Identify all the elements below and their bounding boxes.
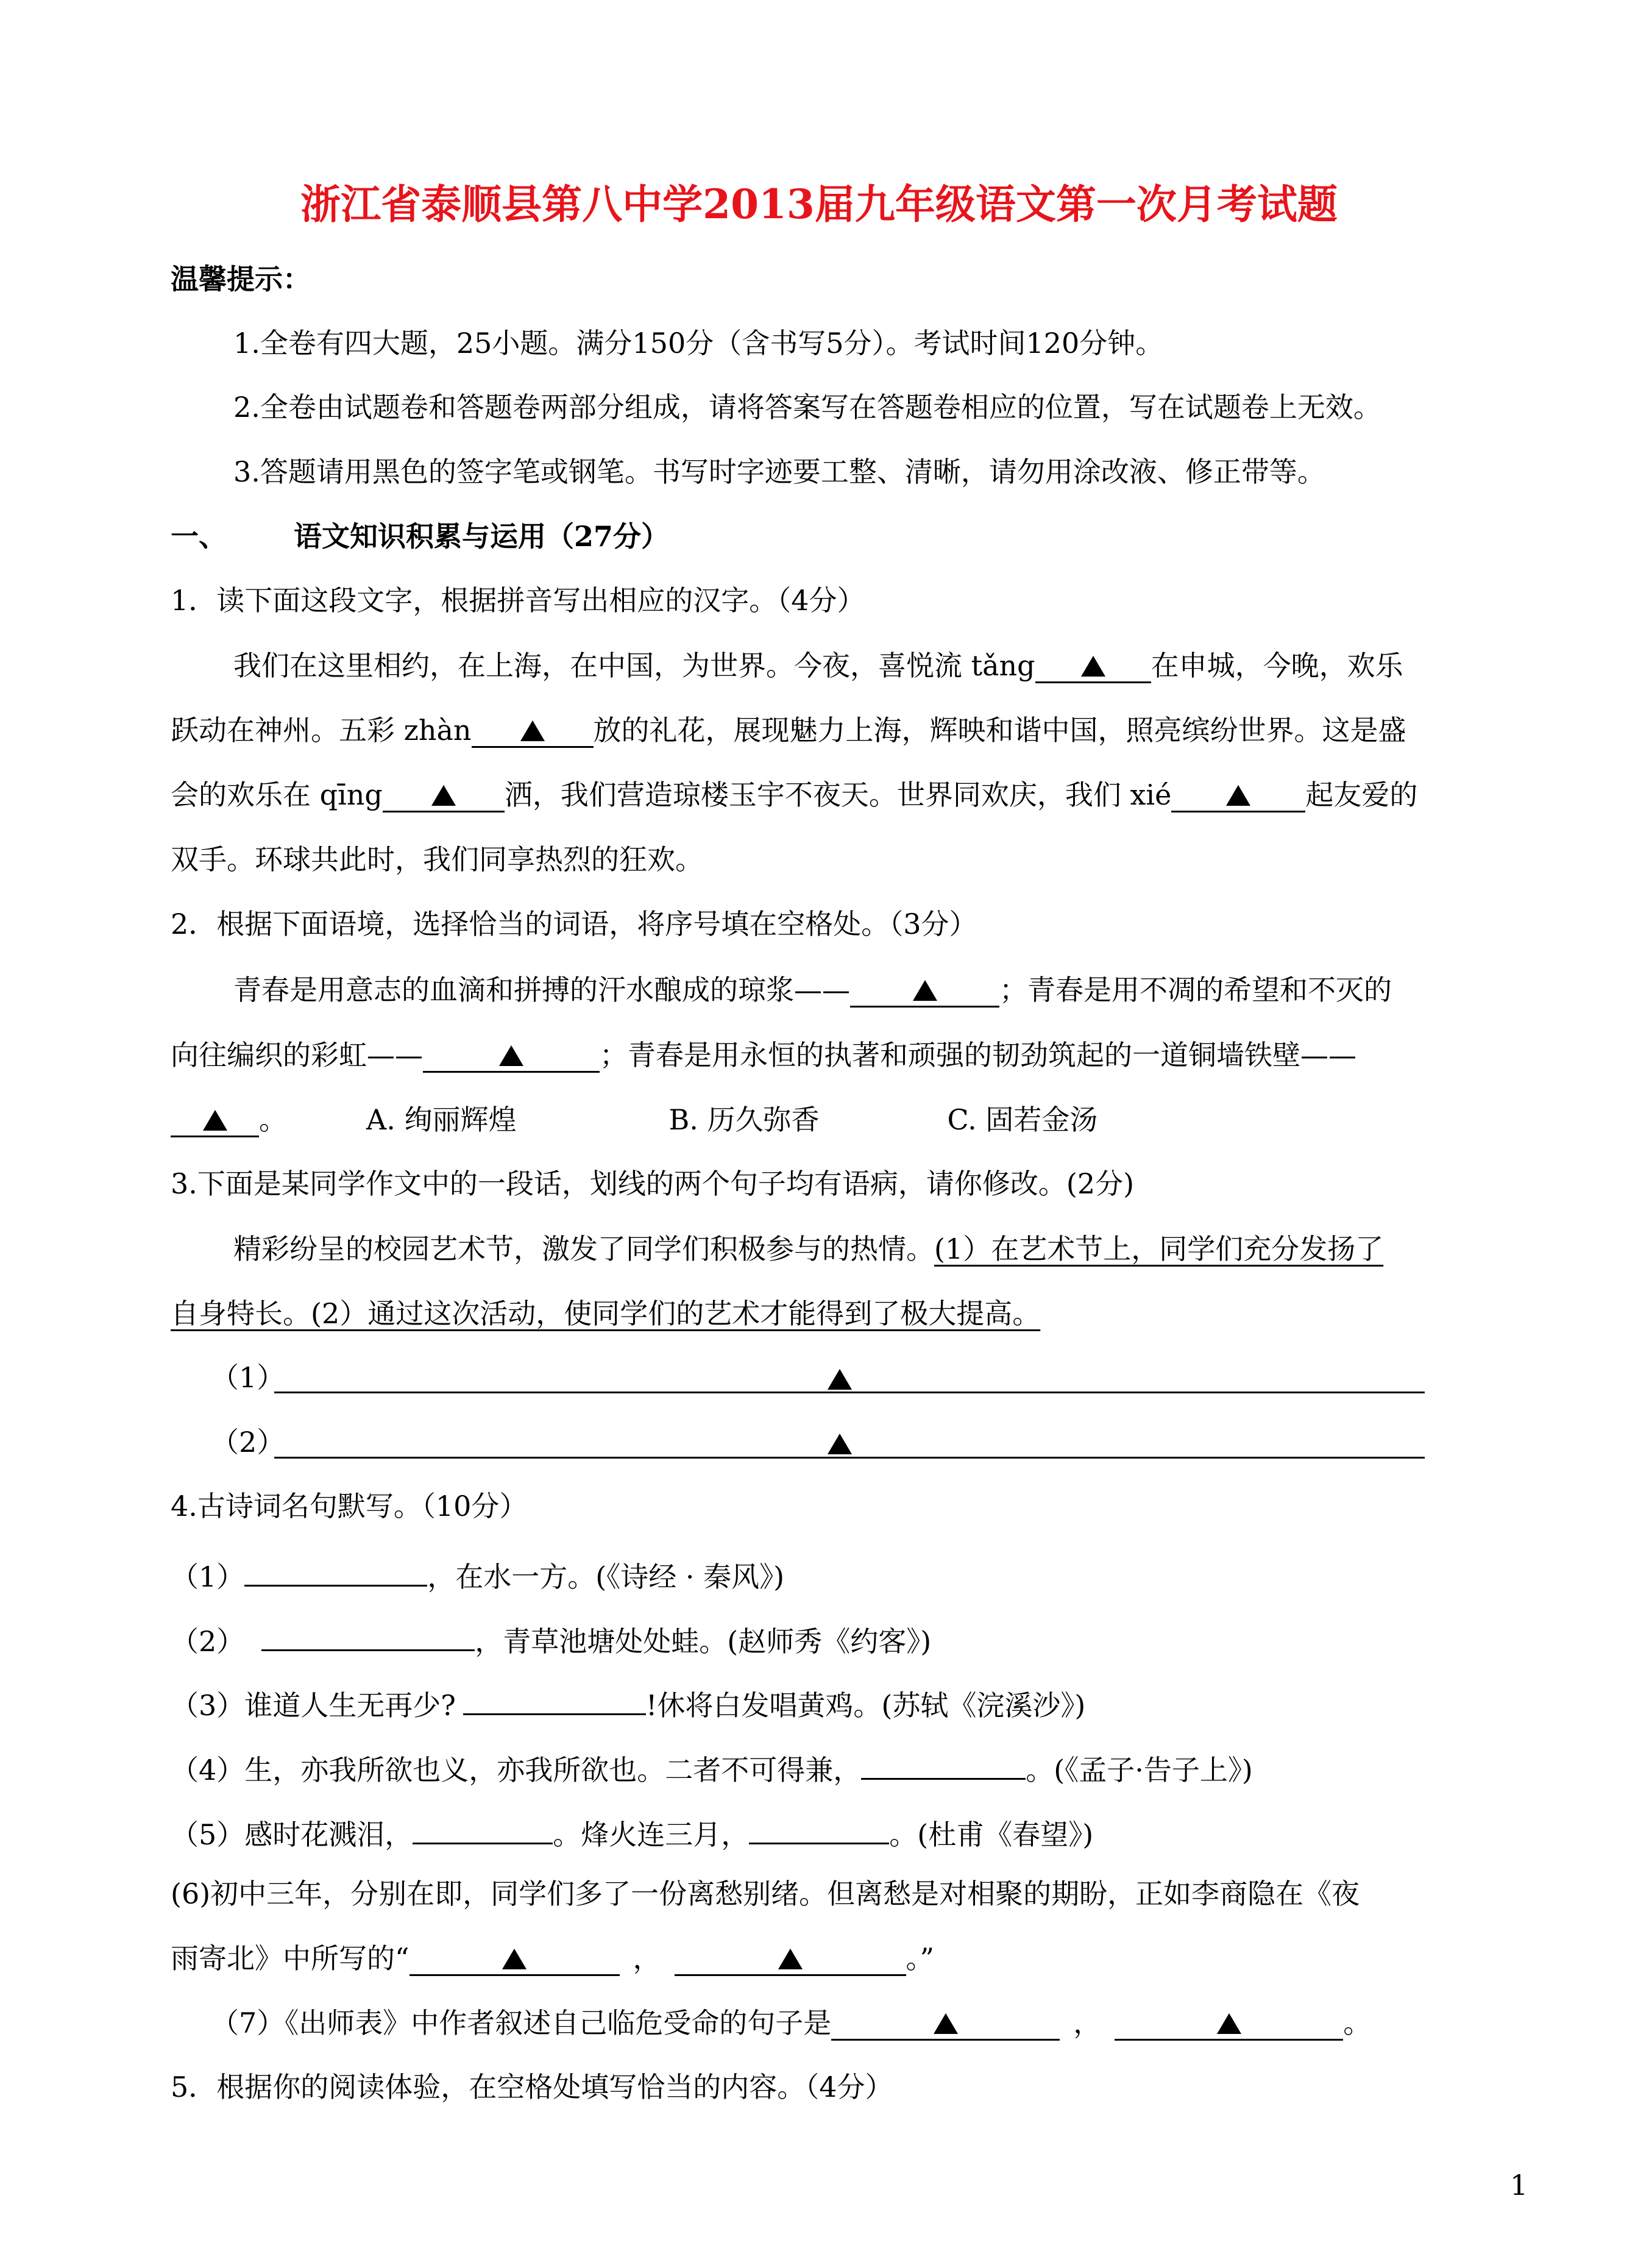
q1-line-4: 双手。环球共此时，我们同享热烈的狂欢。 [171, 843, 703, 876]
section-heading [171, 518, 669, 555]
q2-stem: 2．根据下面语境，选择恰当的词语，将序号填在空格处。（3分） [171, 908, 977, 940]
q4-item-7 [211, 2005, 1371, 2041]
q2-text: 向往编织的彩虹—— [171, 1039, 423, 1072]
q4-blank-2[interactable] [261, 1618, 475, 1651]
triangle-icon [203, 1110, 227, 1131]
q4-item-4 [171, 1746, 1253, 1788]
q4-stem: 4.古诗词名句默写。（10分） [171, 1490, 528, 1523]
triangle-icon [520, 720, 545, 741]
section-number: 一、 [171, 520, 227, 553]
q2-text: 。 [259, 1103, 287, 1136]
q4-text: !休将白发唱黄鸡。(苏轼《浣溪沙》) [645, 1689, 1086, 1722]
q4-text: （4）生，亦我所欲也义，亦我所欲也。二者不可得兼， [171, 1754, 862, 1786]
triangle-icon [913, 980, 937, 1001]
q3-line-1 [233, 1231, 1383, 1267]
q1-line-3 [171, 777, 1417, 813]
q4-blank-7[interactable] [410, 1943, 620, 1976]
triangle-icon [828, 1369, 852, 1390]
q3-answer-label-1: （1） [211, 1361, 285, 1394]
q4-text: （2） [171, 1625, 245, 1658]
q4-blank-10[interactable] [1115, 2007, 1343, 2041]
q1-stem: 1．读下面这段文字，根据拼音写出相应的汉字。（4分） [171, 584, 865, 617]
q2-blank-1[interactable] [850, 974, 999, 1008]
q4-text: 。” [906, 1942, 935, 1975]
q1-text: 在申城，今晚，欢乐 [1150, 649, 1403, 682]
q2-text: 青春是用意志的血滴和拼搏的汗水酿成的琼浆—— [233, 973, 850, 1006]
tip-item-3: 3.答题请用黑色的签字笔或钢笔。书写时字迹要工整、清晰，请勿用涂改液、修正带等。 [233, 455, 1325, 488]
q1-blank-1[interactable] [1035, 650, 1151, 683]
triangle-icon [431, 785, 456, 806]
tip-item-2: 2.全卷由试题卷和答题卷两部分组成，请将答案写在答题卷相应的位置，写在试题卷上无效。 [233, 391, 1381, 424]
triangle-icon [499, 1045, 523, 1066]
q2-option-c: C. 固若金汤 [947, 1103, 1098, 1136]
q4-text: （1） [171, 1560, 245, 1593]
q2-blank-2[interactable] [423, 1039, 600, 1073]
q4-item-6-line-1: (6)初中三年，分别在即，同学们多了一份离愁别绪。但离愁是对相聚的期盼，正如李商隐在《夜 [171, 1877, 1360, 1910]
q3-answer-label-2: （2） [211, 1426, 285, 1459]
q4-text: （7）《出师表》中作者叙述自己临危受命的句子是 [211, 2007, 832, 2039]
q4-text: 。烽火连三月， [553, 1818, 750, 1851]
q4-blank-9[interactable] [831, 2007, 1060, 2041]
q4-text: 。(杜甫《春望》) [889, 1818, 1094, 1851]
q3-text: 精彩纷呈的校园艺术节，激发了同学们积极参与的热情。 [233, 1232, 934, 1265]
q4-item-1 [171, 1553, 784, 1595]
q4-blank-8[interactable] [675, 1943, 906, 1976]
q4-text: （5）感时花溅泪， [171, 1818, 413, 1851]
q4-text: ，青草池塘处处蛙。(赵师秀《约客》) [475, 1625, 932, 1658]
q1-text: 放的礼花，展现魅力上海，辉映和谐中国，照亮缤纷世界。这是盛 [593, 714, 1406, 747]
triangle-icon [1226, 785, 1250, 806]
q4-text: ，在水一方。(《诗经 · 秦风》) [427, 1560, 785, 1593]
q2-option-b: B. 历久弥香 [668, 1103, 820, 1136]
q4-blank-3[interactable] [463, 1682, 646, 1715]
q1-text: 我们在这里相约，在上海，在中国，为世界。今夜，喜悦流 tǎng [233, 649, 1035, 682]
q1-blank-3[interactable] [383, 779, 505, 812]
q2-blank-3[interactable] [171, 1104, 259, 1137]
q4-text: 雨寄北》中所写的“ [171, 1942, 410, 1975]
q4-blank-1[interactable] [244, 1553, 427, 1587]
q4-blank-6[interactable] [749, 1811, 889, 1844]
q5-stem: 5．根据你的阅读体验，在空格处填写恰当的内容。（4分） [171, 2071, 893, 2103]
q2-option-a: A. 绚丽辉煌 [366, 1103, 517, 1136]
q1-text: 起友爱的 [1305, 778, 1418, 811]
q2-line-2 [171, 1037, 1356, 1073]
q4-blank-4[interactable] [861, 1746, 1026, 1780]
q1-blank-2[interactable] [472, 714, 594, 748]
q1-text: 会的欢乐在 qīng [171, 778, 383, 811]
q4-text: 。(《孟子·告子上》) [1026, 1754, 1253, 1786]
q4-item-3 [171, 1682, 1085, 1724]
triangle-icon [1081, 656, 1105, 677]
q4-blank-5[interactable] [413, 1811, 553, 1844]
page-number: 1 [1510, 2169, 1528, 2202]
triangle-icon [502, 1949, 526, 1969]
q4-item-5 [171, 1811, 1093, 1853]
q2-line-3 [171, 1101, 1097, 1138]
tip-label: 温馨提示： [171, 263, 311, 296]
q1-text: 跃动在神州。五彩 zhàn [171, 714, 472, 747]
triangle-icon [1217, 2013, 1241, 2034]
q3-underlined-sentence-1: (1）在艺术节上，同学们充分发扬了 [934, 1232, 1384, 1265]
q3-stem: 3.下面是某同学作文中的一段话，划线的两个句子均有语病，请你修改。(2分) [171, 1167, 1135, 1200]
triangle-icon [934, 2013, 958, 2034]
q1-line-1 [233, 647, 1403, 684]
q4-text: 。 [1343, 2007, 1372, 2039]
q1-blank-4[interactable] [1171, 779, 1305, 812]
triangle-icon [828, 1434, 852, 1454]
q4-item-2 [171, 1618, 931, 1660]
q2-line-1 [233, 972, 1392, 1008]
q4-text: （3）谁道人生无再少? [171, 1689, 456, 1722]
tip-item-1: 1.全卷有四大题，25小题。满分150分（含书写5分）。考试时间120分钟。 [233, 327, 1164, 360]
q4-text: ， [633, 1942, 661, 1975]
q4-text: ， [1073, 2007, 1102, 2039]
q4-item-6-line-2 [171, 1940, 934, 1977]
q1-text: 洒，我们营造琼楼玉宇不夜天。世界同欢庆，我们 xié [504, 778, 1172, 811]
q3-underlined-sentence-2: 自身特长。(2）通过这次活动，使同学们的艺术才能得到了极大提高。 [171, 1297, 1041, 1330]
exam-title: 浙江省泰顺县第八中学2013届九年级语文第一次月考试题 [300, 180, 1338, 228]
q2-text: ；青春是用不凋的希望和不灭的 [999, 973, 1392, 1006]
triangle-icon [778, 1949, 803, 1969]
q2-text: ；青春是用永恒的执著和顽强的韧劲筑起的一道铜墙铁壁—— [600, 1039, 1356, 1072]
q3-answer-mark-1 [828, 1360, 852, 1397]
q1-line-2 [171, 712, 1406, 748]
section-title: 语文知识积累与运用（27分） [294, 520, 670, 553]
q3-answer-mark-2 [828, 1425, 852, 1462]
